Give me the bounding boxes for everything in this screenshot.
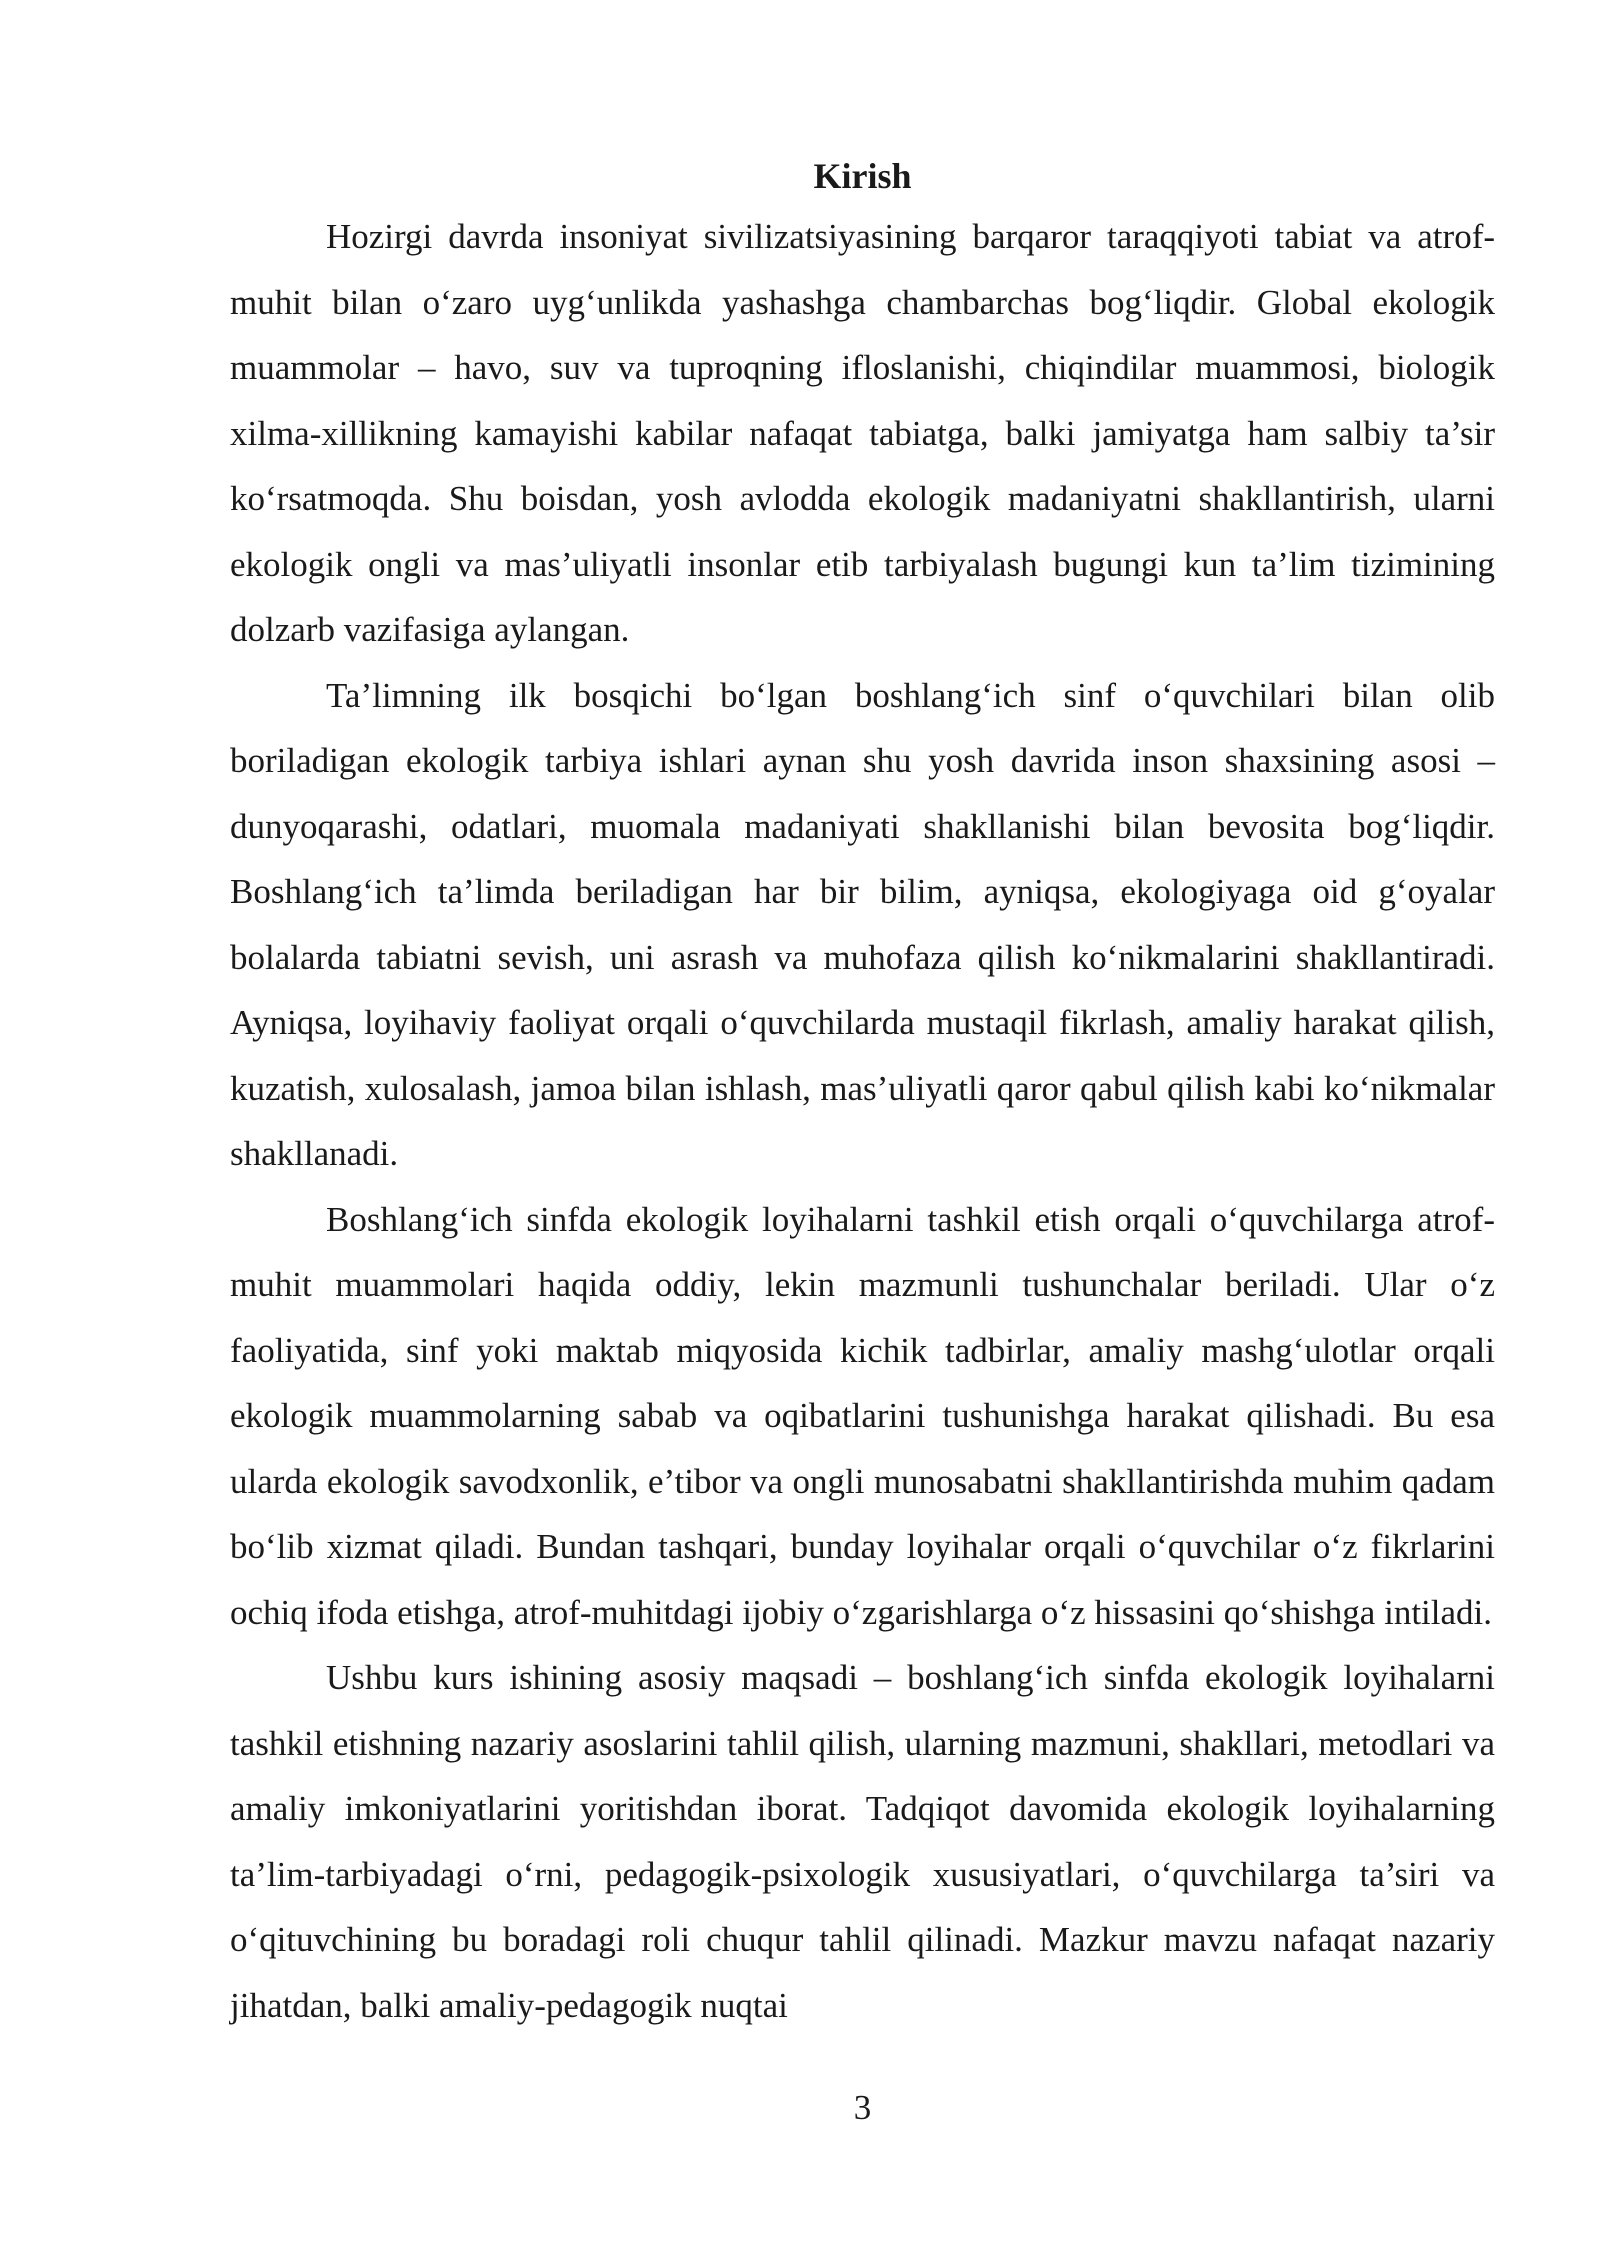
paragraph: Hozirgi davrda insoniyat sivilizatsiyasining barqaror taraqqiyoti tabiat va atrof-muhit bilan o‘zaro uyg‘unlikda yashashga chambarchas bog‘liqdir. Global ekologik muammolar – havo, suv va tuproqning ifloslanishi, chiqindilar muammosi, biologik xilma-xillikning kamayishi kabilar nafaqat tabiatga, balki jamiyatga ham salbiy ta’sir ko‘rsatmoqda. Shu boisdan, yosh avlodda ekologik madaniyatni shakllantirish, ularni ekologik ongli va mas’uliyatli insonlar etib tarbiyalash bugungi kun ta’lim tizimining dolzarb vazifasiga aylangan. [230,217,1495,649]
paragraph: Boshlang‘ich sinfda ekologik loyihalarni tashkil etish orqali o‘quvchilarga atrof-muhit muammolari haqida oddiy, lekin mazmunli tushunchalar beriladi. Ular o‘z faoliyatida, sinf yoki maktab miqyosida kichik tadbirlar, amaliy mashg‘ulotlar orqali ekologik muammolarning sabab va oqibatlarini tushunishga harakat qilishadi. Bu esa ularda ekologik savodxonlik, e’tibor va ongli munosabatni shakllantirishda muhim qadam bo‘lib xizmat qiladi. Bundan tashqari, bunday loyihalar orqali o‘quvchilar o‘z fikrlarini ochiq ifoda etishga, atrof-muhitdagi ijobiy o‘zgarishlarga o‘z hissasini qo‘shishga intiladi. [230,1199,1495,1632]
paragraph: Ta’limning ilk bosqichi bo‘lgan boshlang‘ich sinf o‘quvchilari bilan olib boriladigan ekologik tarbiya ishlari aynan shu yosh davrida inson shaxsining asosi – dunyoqarashi, odatlari, muomala madaniyati shakllanishi bilan bevosita bog‘liqdir. Boshlang‘ich ta’limda beriladigan har bir bilim, ayniqsa, ekologiyaga oid g‘oyalar bolalarda tabiatni sevish, uni asrash va muhofaza qilish ko‘nikmalarini shakllantiradi. Ayniqsa, loyihaviy faoliyat orqali o‘quvchilarda mustaqil fikrlash, amaliy harakat qilish, kuzatish, xulosalash, jamoa bilan ishlash, mas’uliyatli qaror qabul qilish kabi ko‘nikmalar shakllanadi. [230,675,1495,1173]
page-content [230,148,1495,2038]
page-number: 3 [853,2088,872,2127]
page-title: Kirish [813,156,912,196]
paragraph: Ushbu kurs ishining asosiy maqsadi – boshlang‘ich sinfda ekologik loyihalarni tashkil etishning nazariy asoslarini tahlil qilish, ularning mazmuni, shakllari, metodlari va amaliy imkoniyatlarini yoritishdan iborat. Tadqiqot davomida ekologik loyihalarning ta’lim-tarbiyadagi o‘rni, pedagogik-psixologik xususiyatlari, o‘quvchilarga ta’siri va o‘qituvchining bu boradagi roli chuqur tahlil qilinadi. Mazkur mavzu nafaqat nazariy jihatdan, balki amaliy-pedagogik nuqtai [230,1658,1495,2025]
